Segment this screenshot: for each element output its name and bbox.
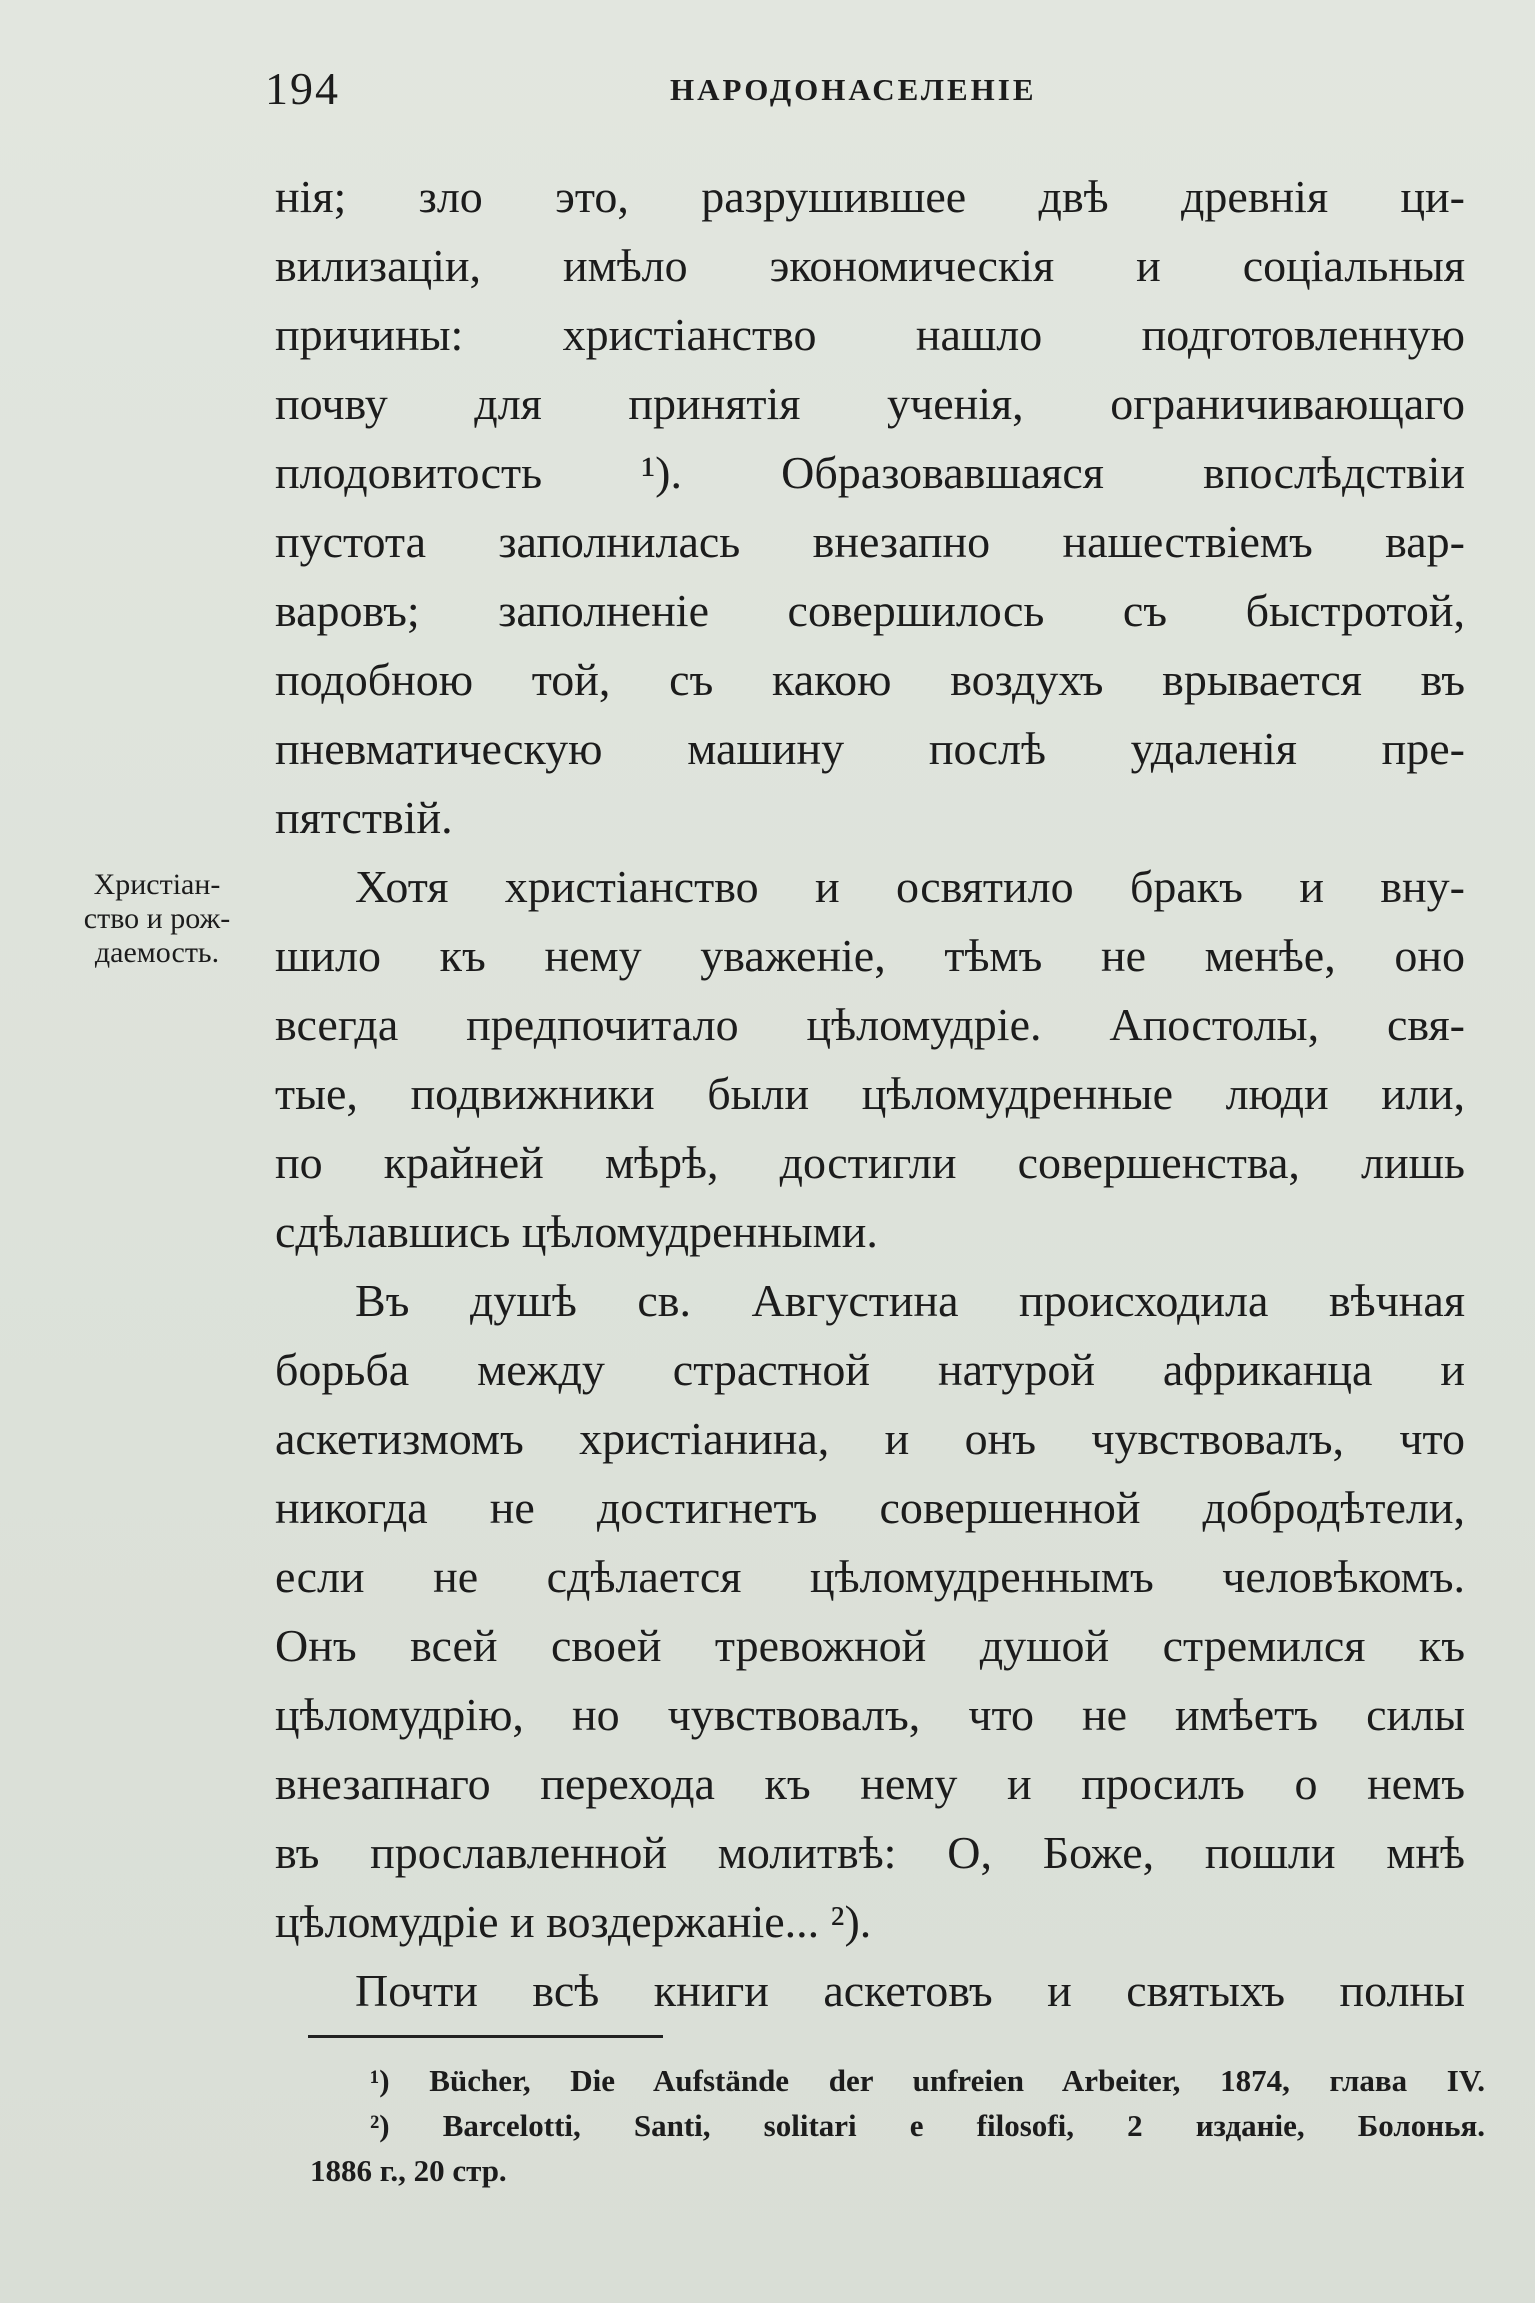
text-line: варовъ; заполненіе совершилось съ быстротой, [275,585,1465,636]
text-line: подобною той, съ какою воздухъ врывается въ [275,654,1465,705]
text-line: внезапнаго перехода къ нему и просилъ о немъ [275,1758,1465,1809]
text-line: Онъ всей своей тревожной душой стремился къ [275,1620,1465,1671]
body-text [275,162,1465,2025]
footnote-divider [308,2035,663,2038]
text-line: аскетизмомъ христіанина, и онъ чувствовалъ, что [275,1413,1465,1464]
text-line: шило къ нему уваженіе, тѣмъ не менѣе, оно [275,930,1465,981]
margin-note [62,868,252,970]
text-line: цѣломудрію, но чувствовалъ, что не имѣетъ силы [275,1689,1465,1740]
margin-note-line: даемость. [94,936,220,969]
footnote: ²) Barcelotti, Santi, solitari e filosofi, 2 изданіе, Болонья. [370,2108,1485,2143]
margin-note-line: Христіан- [93,868,221,901]
text-line: всегда предпочитало цѣломудріе. Апостолы, свя- [275,999,1465,1050]
text-line: вилизаціи, имѣло экономическія и соціальныя [275,240,1465,291]
text-line: сдѣлавшись цѣломудренными. [275,1206,878,1257]
text-line: пустота заполнилась внезапно нашествіемъ вар- [275,516,1465,567]
text-line: пятствій. [275,792,453,843]
text-line: по крайней мѣрѣ, достигли совершенства, лишь [275,1137,1465,1188]
running-title: НАРОДОНАСЕЛЕНІЕ [670,72,1037,107]
text-line: нія; зло это, разрушившее двѣ древнія ци- [275,171,1465,222]
text-line: Почти всѣ книги аскетовъ и святыхъ полны [355,1965,1465,2016]
text-line: Въ душѣ св. Августина происходила вѣчная [355,1275,1465,1326]
text-line: Хотя христіанство и освятило бракъ и вну- [355,861,1465,912]
page-number: 194 [265,63,340,114]
text-line: причины: христіанство нашло подготовленную [275,309,1465,360]
footnote: ¹) Bücher, Die Aufstände der unfreien Arbeiter, 1874, глава IV. [370,2063,1485,2098]
text-line: борьба между страстной натурой африканца и [275,1344,1465,1395]
page-header [265,62,1465,122]
text-line: въ прославленной молитвѣ: О, Боже, пошли мнѣ [275,1827,1465,1878]
text-line: тые, подвижники были цѣломудренные люди или, [275,1068,1465,1119]
footnotes [310,2058,1485,2193]
text-line: пневматическую машину послѣ удаленія пре- [275,723,1465,774]
text-line: никогда не достигнетъ совершенной добродѣтели, [275,1482,1465,1533]
margin-note-line: ство и рож- [83,902,231,935]
text-line: плодовитость ¹). Образовавшаяся впослѣдствіи [275,447,1465,498]
text-line: цѣломудріе и воздержаніе... ²). [275,1896,872,1947]
text-line: если не сдѣлается цѣломудреннымъ человѣкомъ. [275,1551,1465,1602]
footnote-continuation: 1886 г., 20 стр. [310,2153,507,2188]
text-line: почву для принятія ученія, ограничивающаго [275,378,1465,429]
